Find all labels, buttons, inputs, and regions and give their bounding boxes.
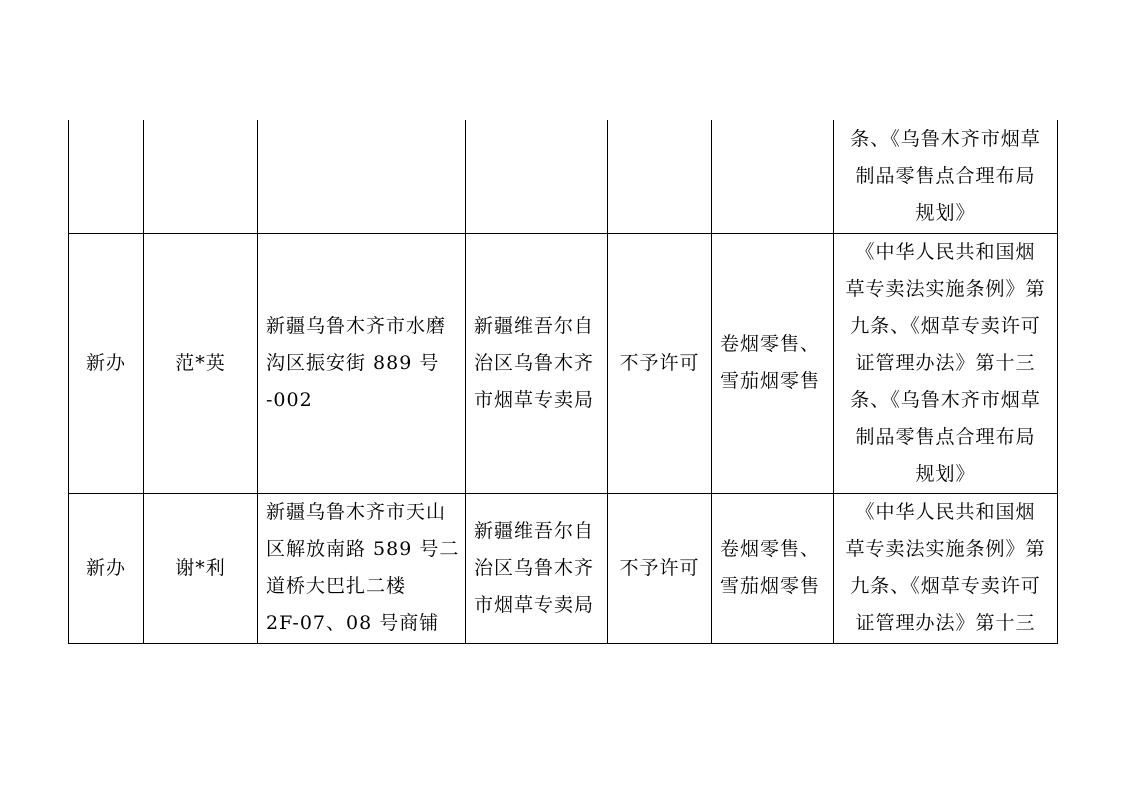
legal-basis-cell-line: 条、《乌鲁木齐市烟草 bbox=[850, 127, 1041, 150]
application-type-cell bbox=[69, 233, 144, 493]
business-address-cell bbox=[258, 120, 466, 233]
legal-basis-cell-line: 条、《乌鲁木齐市烟草 bbox=[850, 388, 1041, 411]
business-address-cell bbox=[258, 493, 466, 643]
applicant-name-cell bbox=[144, 493, 258, 643]
licensing-authority-cell-line: 治区乌鲁木齐 bbox=[474, 351, 595, 374]
licensing-authority-cell-line: 新疆维吾尔自 bbox=[474, 519, 595, 542]
legal-basis-cell-line: 制品零售点合理布局 bbox=[855, 425, 1036, 448]
legal-basis-cell-line: 《中华人民共和国烟 bbox=[855, 501, 1036, 523]
decision-cell bbox=[608, 120, 712, 233]
business-address-cell-line: 道桥大巴扎二楼 bbox=[266, 575, 407, 597]
legal-basis-cell-line: 草专卖法实施条例》第 bbox=[845, 277, 1046, 300]
legal-basis-cell bbox=[834, 493, 1058, 643]
applicant-name-cell-text: 范*英 bbox=[175, 351, 226, 374]
decision-cell-text: 不予许可 bbox=[619, 556, 700, 579]
application-type-cell bbox=[69, 120, 144, 233]
business-address-cell-line: 区解放南路 589 号二 bbox=[266, 538, 460, 560]
license-scope-cell-line: 雪茄烟零售 bbox=[720, 370, 821, 392]
legal-basis-cell-line: 证管理办法》第十三 bbox=[855, 612, 1036, 634]
licensing-authority-cell-line: 新疆维吾尔自 bbox=[474, 314, 595, 337]
licensing-authority-cell bbox=[466, 493, 608, 643]
license-scope-cell bbox=[712, 493, 834, 643]
legal-basis-cell-line: 九条、《烟草专卖许可 bbox=[850, 575, 1041, 597]
application-type-cell bbox=[69, 493, 144, 643]
legal-basis-cell-line: 证管理办法》第十三 bbox=[855, 351, 1036, 374]
business-address-cell-line: 2F-07、08 号商铺 bbox=[266, 612, 440, 634]
application-type-cell-text: 新办 bbox=[85, 556, 126, 579]
decision-cell bbox=[608, 233, 712, 493]
business-address-cell bbox=[258, 233, 466, 493]
business-address-cell-content bbox=[258, 494, 465, 642]
legal-basis-cell-line: 规划》 bbox=[915, 462, 976, 485]
legal-basis-cell-content bbox=[834, 494, 1057, 642]
licensing-authority-cell-line: 市烟草专卖局 bbox=[474, 593, 595, 616]
licensing-authority-cell-content bbox=[466, 513, 607, 624]
license-scope-cell bbox=[712, 120, 834, 233]
legal-basis-cell-line: 九条、《烟草专卖许可 bbox=[850, 314, 1041, 337]
business-address-cell-line: 沟区振安街 889 号 bbox=[266, 351, 440, 374]
business-address-cell-line: 新疆乌鲁木齐市天山 bbox=[266, 501, 447, 523]
business-address-cell-line: -002 bbox=[266, 388, 313, 411]
legal-basis-cell-line: 草专卖法实施条例》第 bbox=[845, 538, 1046, 560]
license-scope-cell-content bbox=[712, 531, 833, 605]
table-row bbox=[69, 120, 1058, 233]
legal-basis-cell-line: 制品零售点合理布局 bbox=[855, 164, 1036, 187]
decision-cell bbox=[608, 493, 712, 643]
legal-basis-cell-content bbox=[834, 121, 1057, 232]
applicant-name-cell-text: 谢*利 bbox=[175, 556, 226, 579]
license-scope-cell-line: 卷烟零售、 bbox=[720, 538, 821, 560]
business-address-cell-line: 新疆乌鲁木齐市水磨 bbox=[266, 314, 447, 337]
licensing-authority-cell-content bbox=[466, 308, 607, 419]
decision-cell-text: 不予许可 bbox=[619, 351, 700, 374]
legal-basis-cell bbox=[834, 120, 1058, 233]
table-row bbox=[69, 493, 1058, 643]
license-scope-cell-line: 卷烟零售、 bbox=[720, 333, 821, 355]
legal-basis-cell-line: 《中华人民共和国烟 bbox=[855, 240, 1036, 263]
legal-basis-cell-content bbox=[834, 234, 1057, 493]
business-address-cell-content bbox=[258, 308, 465, 419]
licensing-authority-cell bbox=[466, 233, 608, 493]
license-scope-cell-line: 雪茄烟零售 bbox=[720, 575, 821, 597]
applicant-name-cell bbox=[144, 233, 258, 493]
permit-decision-table bbox=[68, 120, 1058, 644]
table-row bbox=[69, 233, 1058, 493]
license-scope-cell-content bbox=[712, 326, 833, 400]
licensing-authority-cell bbox=[466, 120, 608, 233]
legal-basis-cell bbox=[834, 233, 1058, 493]
licensing-authority-cell-line: 市烟草专卖局 bbox=[474, 388, 595, 411]
applicant-name-cell bbox=[144, 120, 258, 233]
legal-basis-cell-line: 规划》 bbox=[915, 201, 976, 224]
license-scope-cell bbox=[712, 233, 834, 493]
application-type-cell-text: 新办 bbox=[85, 351, 126, 374]
licensing-authority-cell-line: 治区乌鲁木齐 bbox=[474, 556, 595, 579]
